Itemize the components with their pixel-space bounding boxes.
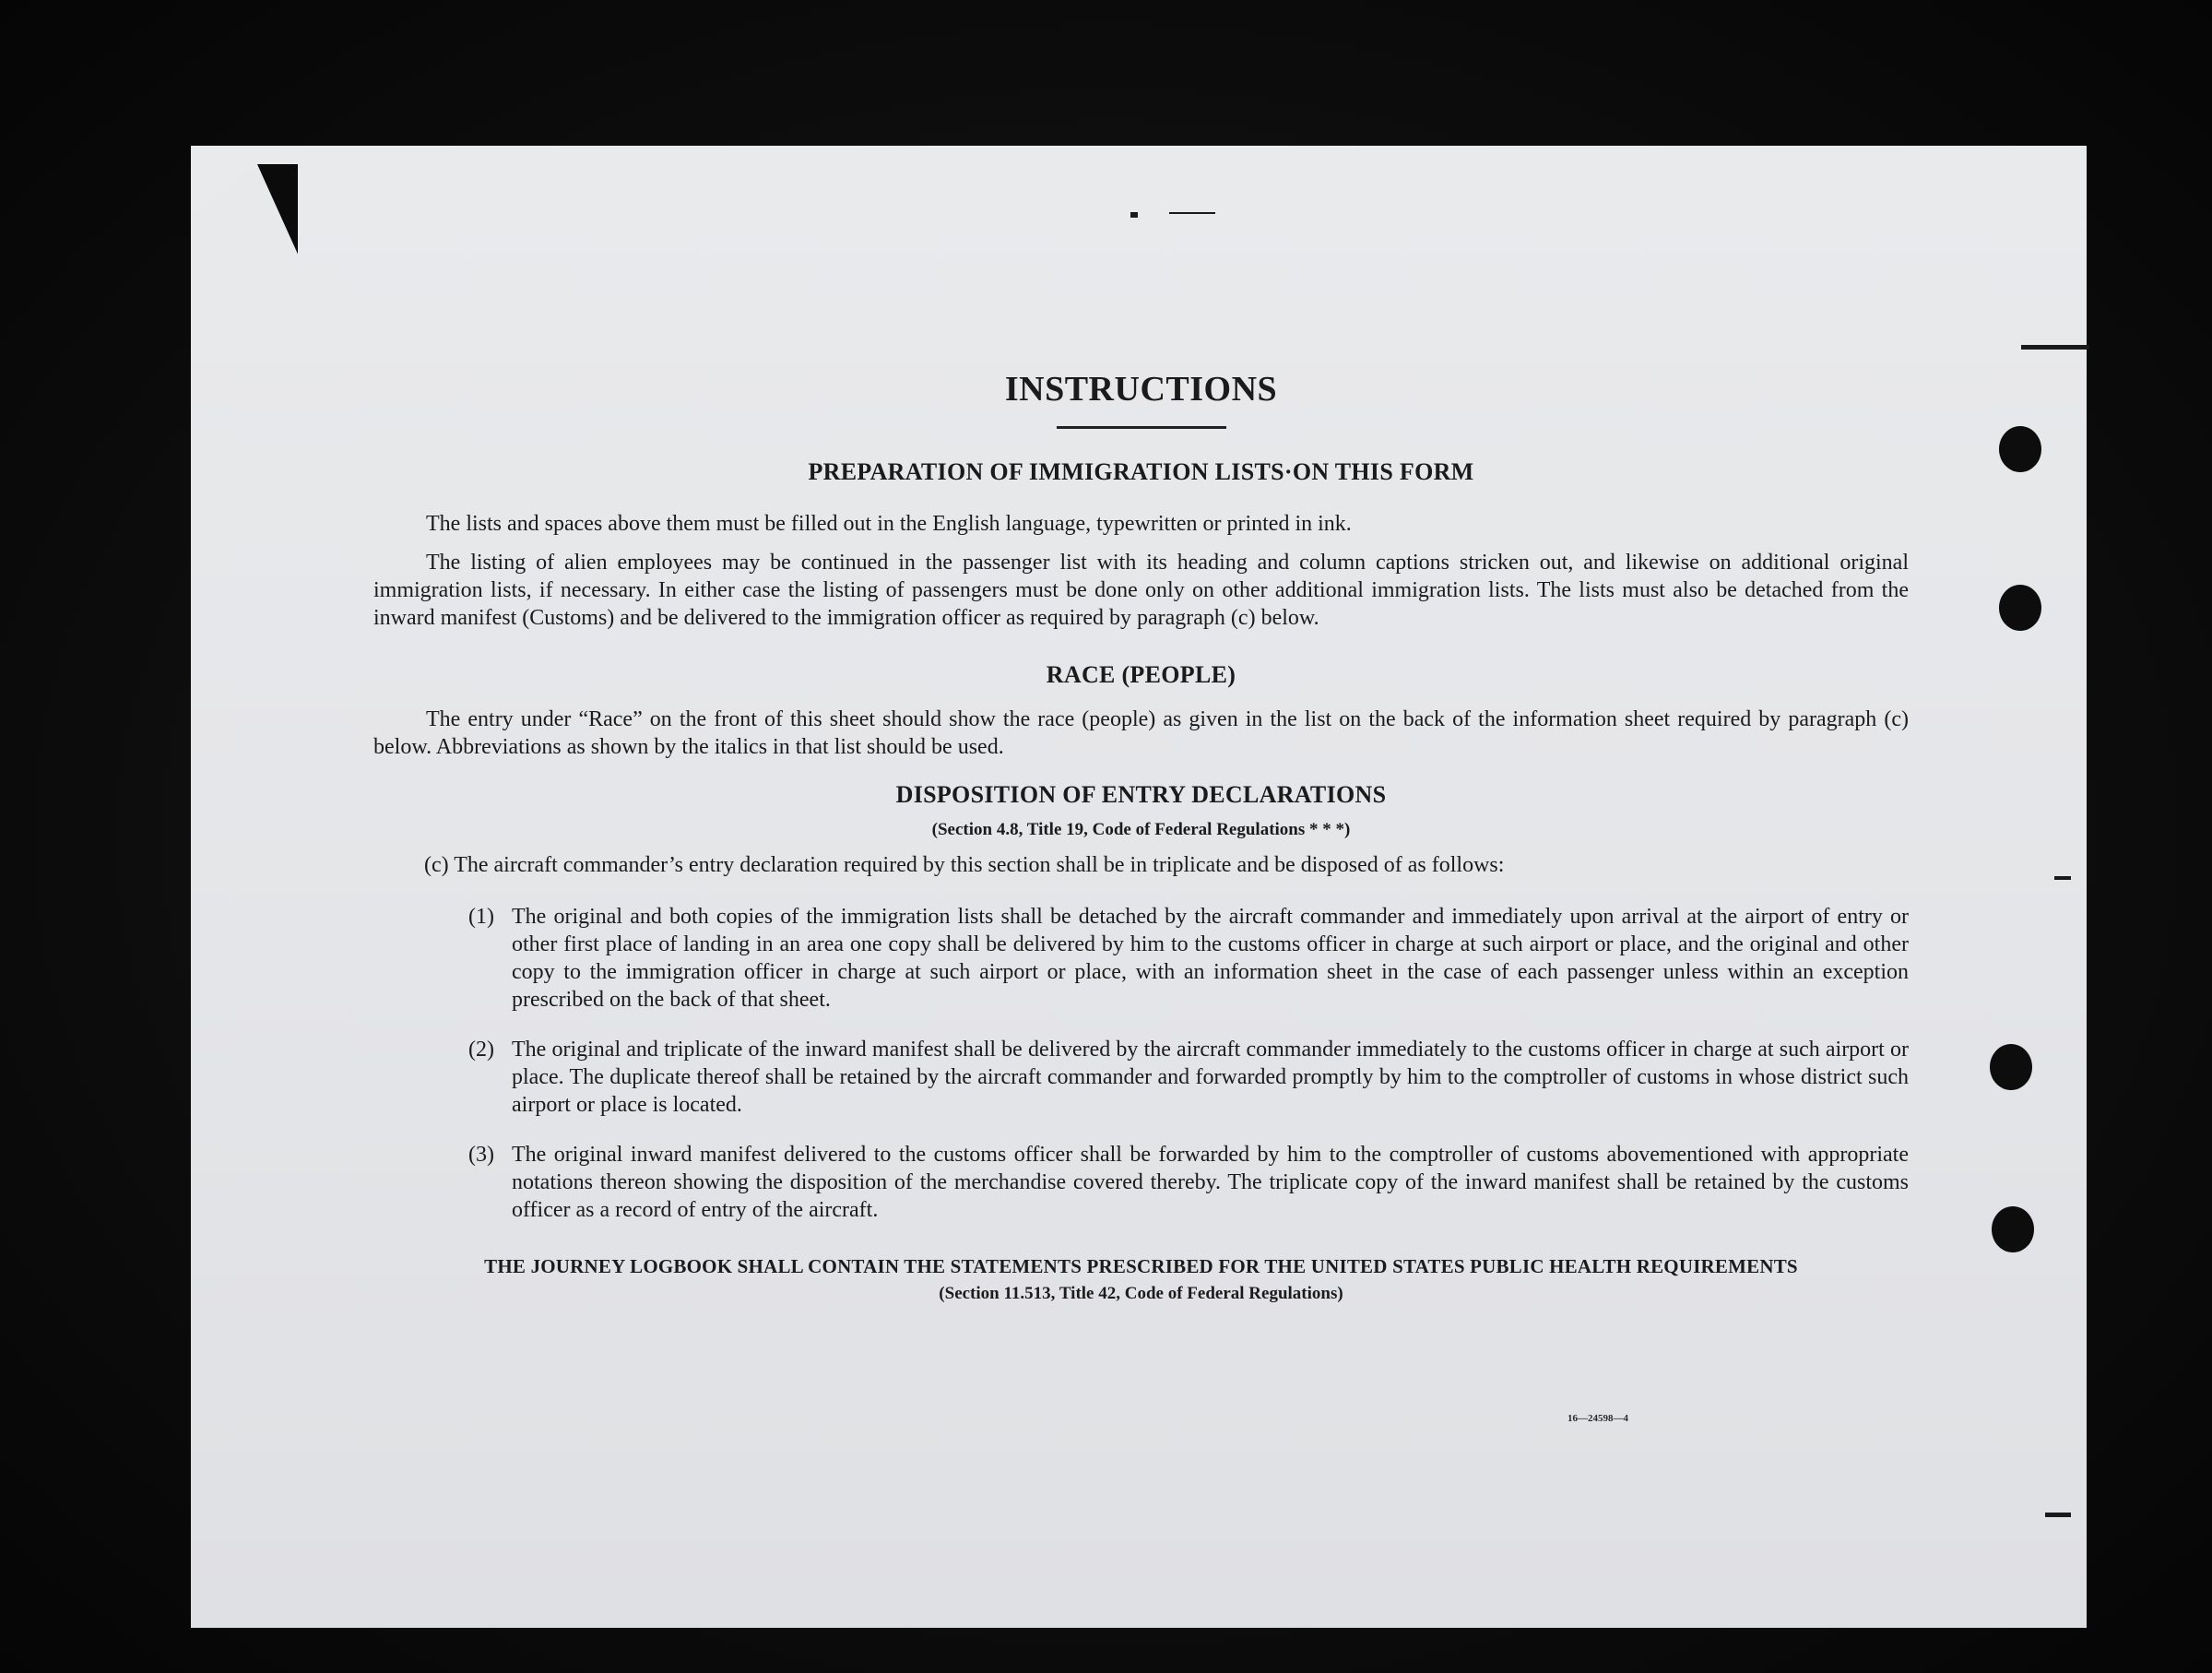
- preparation-heading: PREPARATION OF IMMIGRATION LISTS·ON THIS FORM: [808, 458, 1474, 485]
- footer-reference: (Section 11.513, Title 42, Code of Federal Regulations): [939, 1284, 1343, 1303]
- disposition-item-3: [468, 1141, 1909, 1224]
- scan-speck: [1130, 212, 1138, 218]
- item-text: The original and both copies of the immigration lists shall be detached by the aircraft commander and immediately upon arrival at the airport of entry or other first place of landing in an area one copy shall be delivered by him to the customs officer in charge at such airport or place, and the original and other copy to the immigration officer in charge at such airport or place, with an information sheet in the case of each passenger unless within an exception prescribed on the back of that sheet.: [512, 905, 1909, 1012]
- scan-speck: [1169, 212, 1215, 214]
- scan-speck: [2054, 876, 2071, 880]
- item-number: (1): [468, 905, 494, 929]
- punch-hole: [1992, 1206, 2034, 1252]
- punch-hole: [1999, 426, 2041, 472]
- item-number: (3): [468, 1143, 494, 1167]
- document-title: INSTRUCTIONS: [1004, 370, 1278, 409]
- punch-hole: [1999, 585, 2041, 631]
- item-text: The original and triplicate of the inward manifest shall be delivered by the aircraft commander immediately to the customs officer in charge at such airport or place. The duplicate thereof shall be retained by the aircraft commander and forwarded promptly by him to the comptroller of customs in whose district such airport or place is located.: [512, 1038, 1909, 1117]
- scan-speck: [2021, 345, 2089, 350]
- preparation-paragraph-1: The lists and spaces above them must be filled out in the English language, typewritten or printed in ink.: [426, 512, 1352, 536]
- disposition-intro-text: The aircraft commander’s entry declaration required by this section shall be in triplicate and be disposed of as follows:: [454, 853, 1505, 877]
- form-number: 16—24598—4: [1567, 1413, 1628, 1424]
- race-paragraph: The entry under “Race” on the front of this sheet should show the race (people) as given in the list on the back of the information sheet required by paragraph (c) below. Abbreviations as shown by the italics in that list should be used.: [373, 707, 1909, 759]
- race-heading: RACE (PEOPLE): [1046, 661, 1236, 688]
- disposition-reference: (Section 4.8, Title 19, Code of Federal Regulations * * *): [931, 820, 1351, 839]
- item-text: The original inward manifest delivered to the customs officer shall be forwarded by him to the comptroller of customs abovementioned with appropriate notations thereon showing the disposition of the merchandise covered thereby. The triplicate copy of the inward manifest shall be retained by the customs officer as a record of entry of the aircraft.: [512, 1143, 1909, 1222]
- title-underline: [1057, 426, 1226, 429]
- disposition-items: [373, 903, 1909, 1224]
- disposition-item-2: [468, 1036, 1909, 1119]
- disposition-item-1: [468, 903, 1909, 1014]
- scan-speck: [2045, 1513, 2071, 1517]
- disposition-intro: [373, 851, 1909, 879]
- instructions-document: [373, 360, 1909, 1304]
- preparation-paragraph-2: The listing of alien employees may be continued in the passenger list with its heading and column captions stricken out, and likewise on additional original immigration lists, if necessary. In either case the listing of passengers must be done only on other additional immigration lists. The lists must also be detached from the inward manifest (Customs) and be delivered to the immigration officer as required by paragraph (c) below.: [373, 551, 1909, 630]
- item-number: (2): [468, 1038, 494, 1062]
- punch-hole: [1990, 1044, 2032, 1090]
- disposition-intro-label: (c): [424, 853, 449, 877]
- footer-statement: THE JOURNEY LOGBOOK SHALL CONTAIN THE STATEMENTS PRESCRIBED FOR THE UNITED STATES PUBLIC HEALTH REQUIREMENTS: [484, 1255, 1798, 1277]
- disposition-heading: DISPOSITION OF ENTRY DECLARATIONS: [895, 781, 1387, 808]
